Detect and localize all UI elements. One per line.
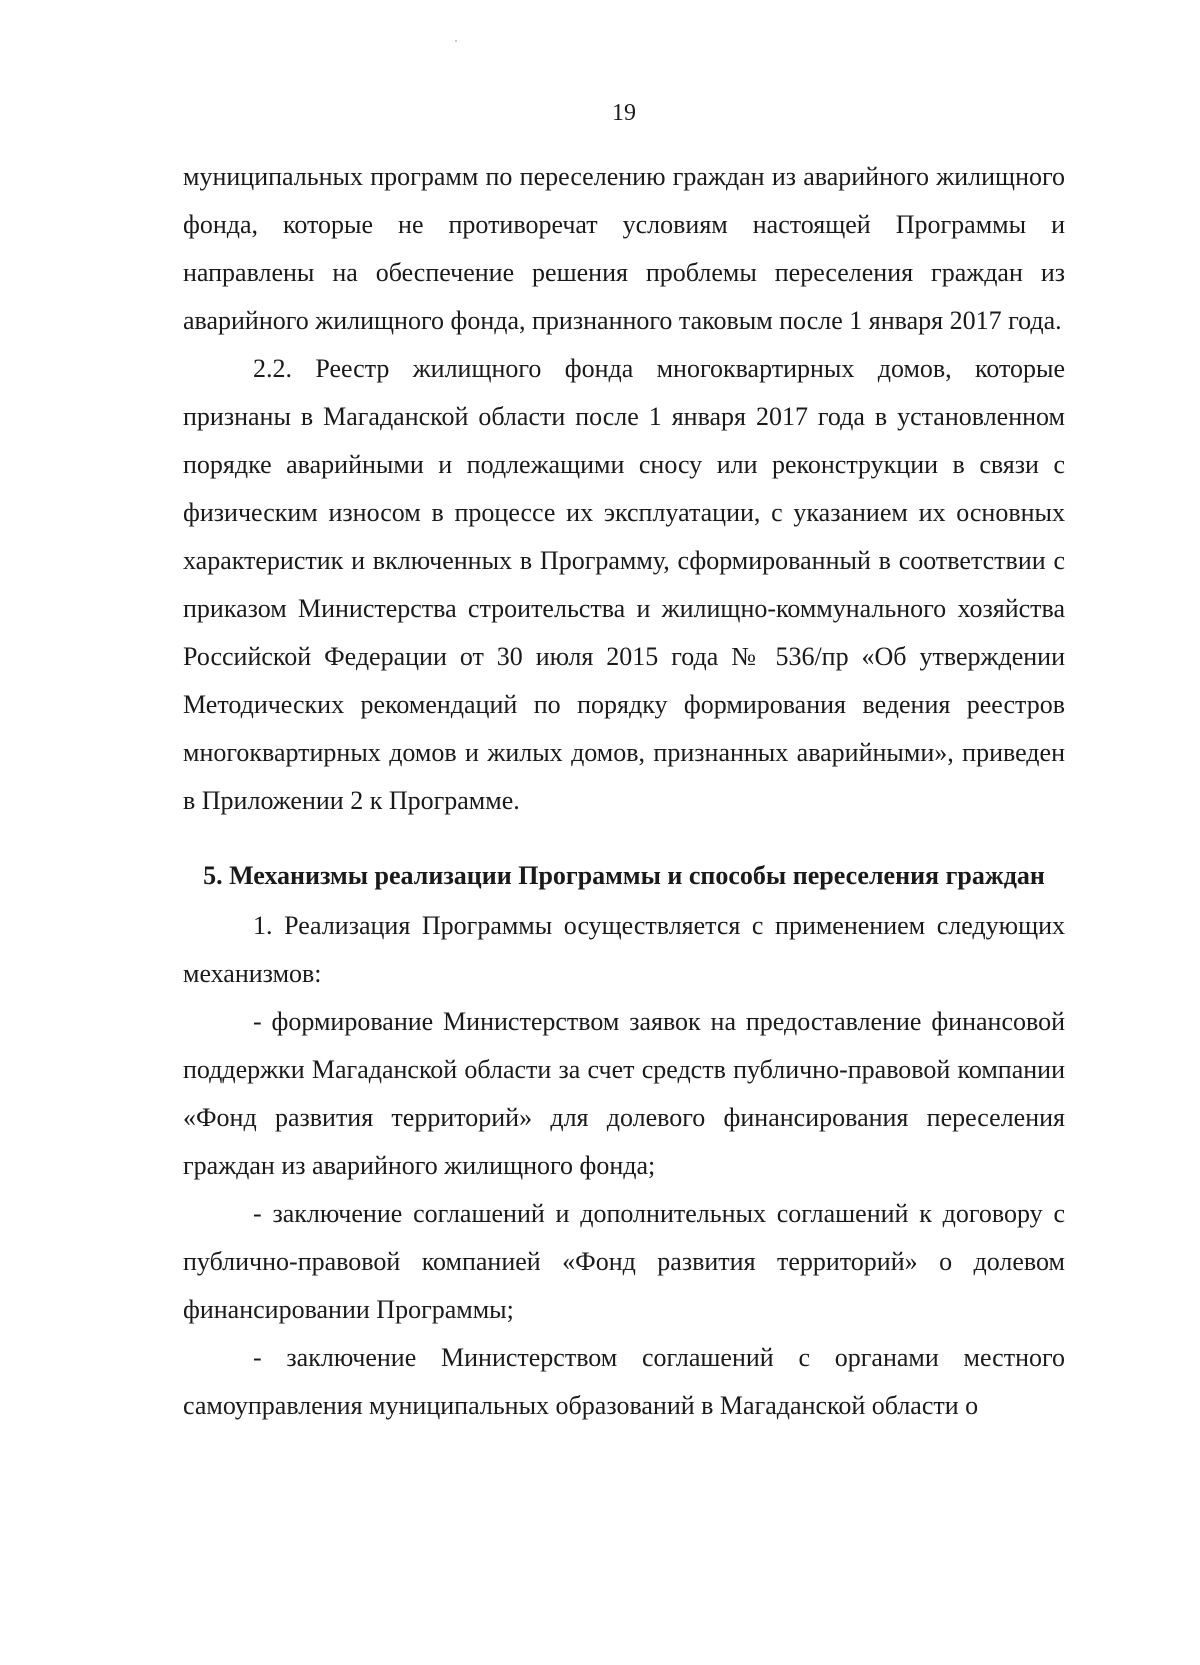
paragraph-5-1: 1. Реализация Программы осуществляется с применением следующих механизмов: — [183, 911, 1065, 988]
section-5-heading: 5. Механизмы реализации Программы и способы переселения граждан — [203, 861, 1045, 890]
page-content — [183, 153, 1065, 1430]
list-item-applications: - формирование Министерством заявок на предоставление финансовой поддержки Магаданской области за счет средств публично-правовой компании «Фонд развития территорий» для долевого финансирования переселения граждан из аварийного жилищного фонда; — [183, 1007, 1065, 1180]
page-number: 19 — [612, 100, 636, 126]
list-item-municipal-agreements: - заключение Министерством соглашений с органами местного самоуправления муниципальных образований в Магаданской области о — [183, 1343, 1065, 1420]
paragraph-2-2-registry: 2.2. Реестр жилищного фонда многоквартирных домов, которые признаны в Магаданской области после 1 января 2017 года в установленном порядке аварийными и подлежащими сносу или реконструкции в связи с физическим износом в процессе их эксплуатации, с указанием их основных характеристик и включенных в Программу, сформированный в соответствии с приказом Министерства строительства и жилищно-коммунального хозяйства Российской Федерации от 30 июля 2015 года № 536/пр «Об утверждении Методических рекомендаций по порядку формирования ведения реестров многоквартирных домов и жилых домов, признанных аварийными», приведен в Приложении 2 к Программе. — [183, 354, 1065, 815]
list-item-agreements: - заключение соглашений и дополнительных соглашений к договору с публично-правовой компанией «Фонд развития территорий» о долевом финансировании Программы; — [183, 1199, 1065, 1324]
paragraph-continued: муниципальных программ по переселению граждан из аварийного жилищного фонда, которые не противоречат условиям настоящей Программы и направлены на обеспечение решения проблемы переселения граждан из аварийного жилищного фонда, признанного таковым после 1 января 2017 года. — [183, 162, 1065, 335]
scan-speck — [455, 40, 457, 42]
